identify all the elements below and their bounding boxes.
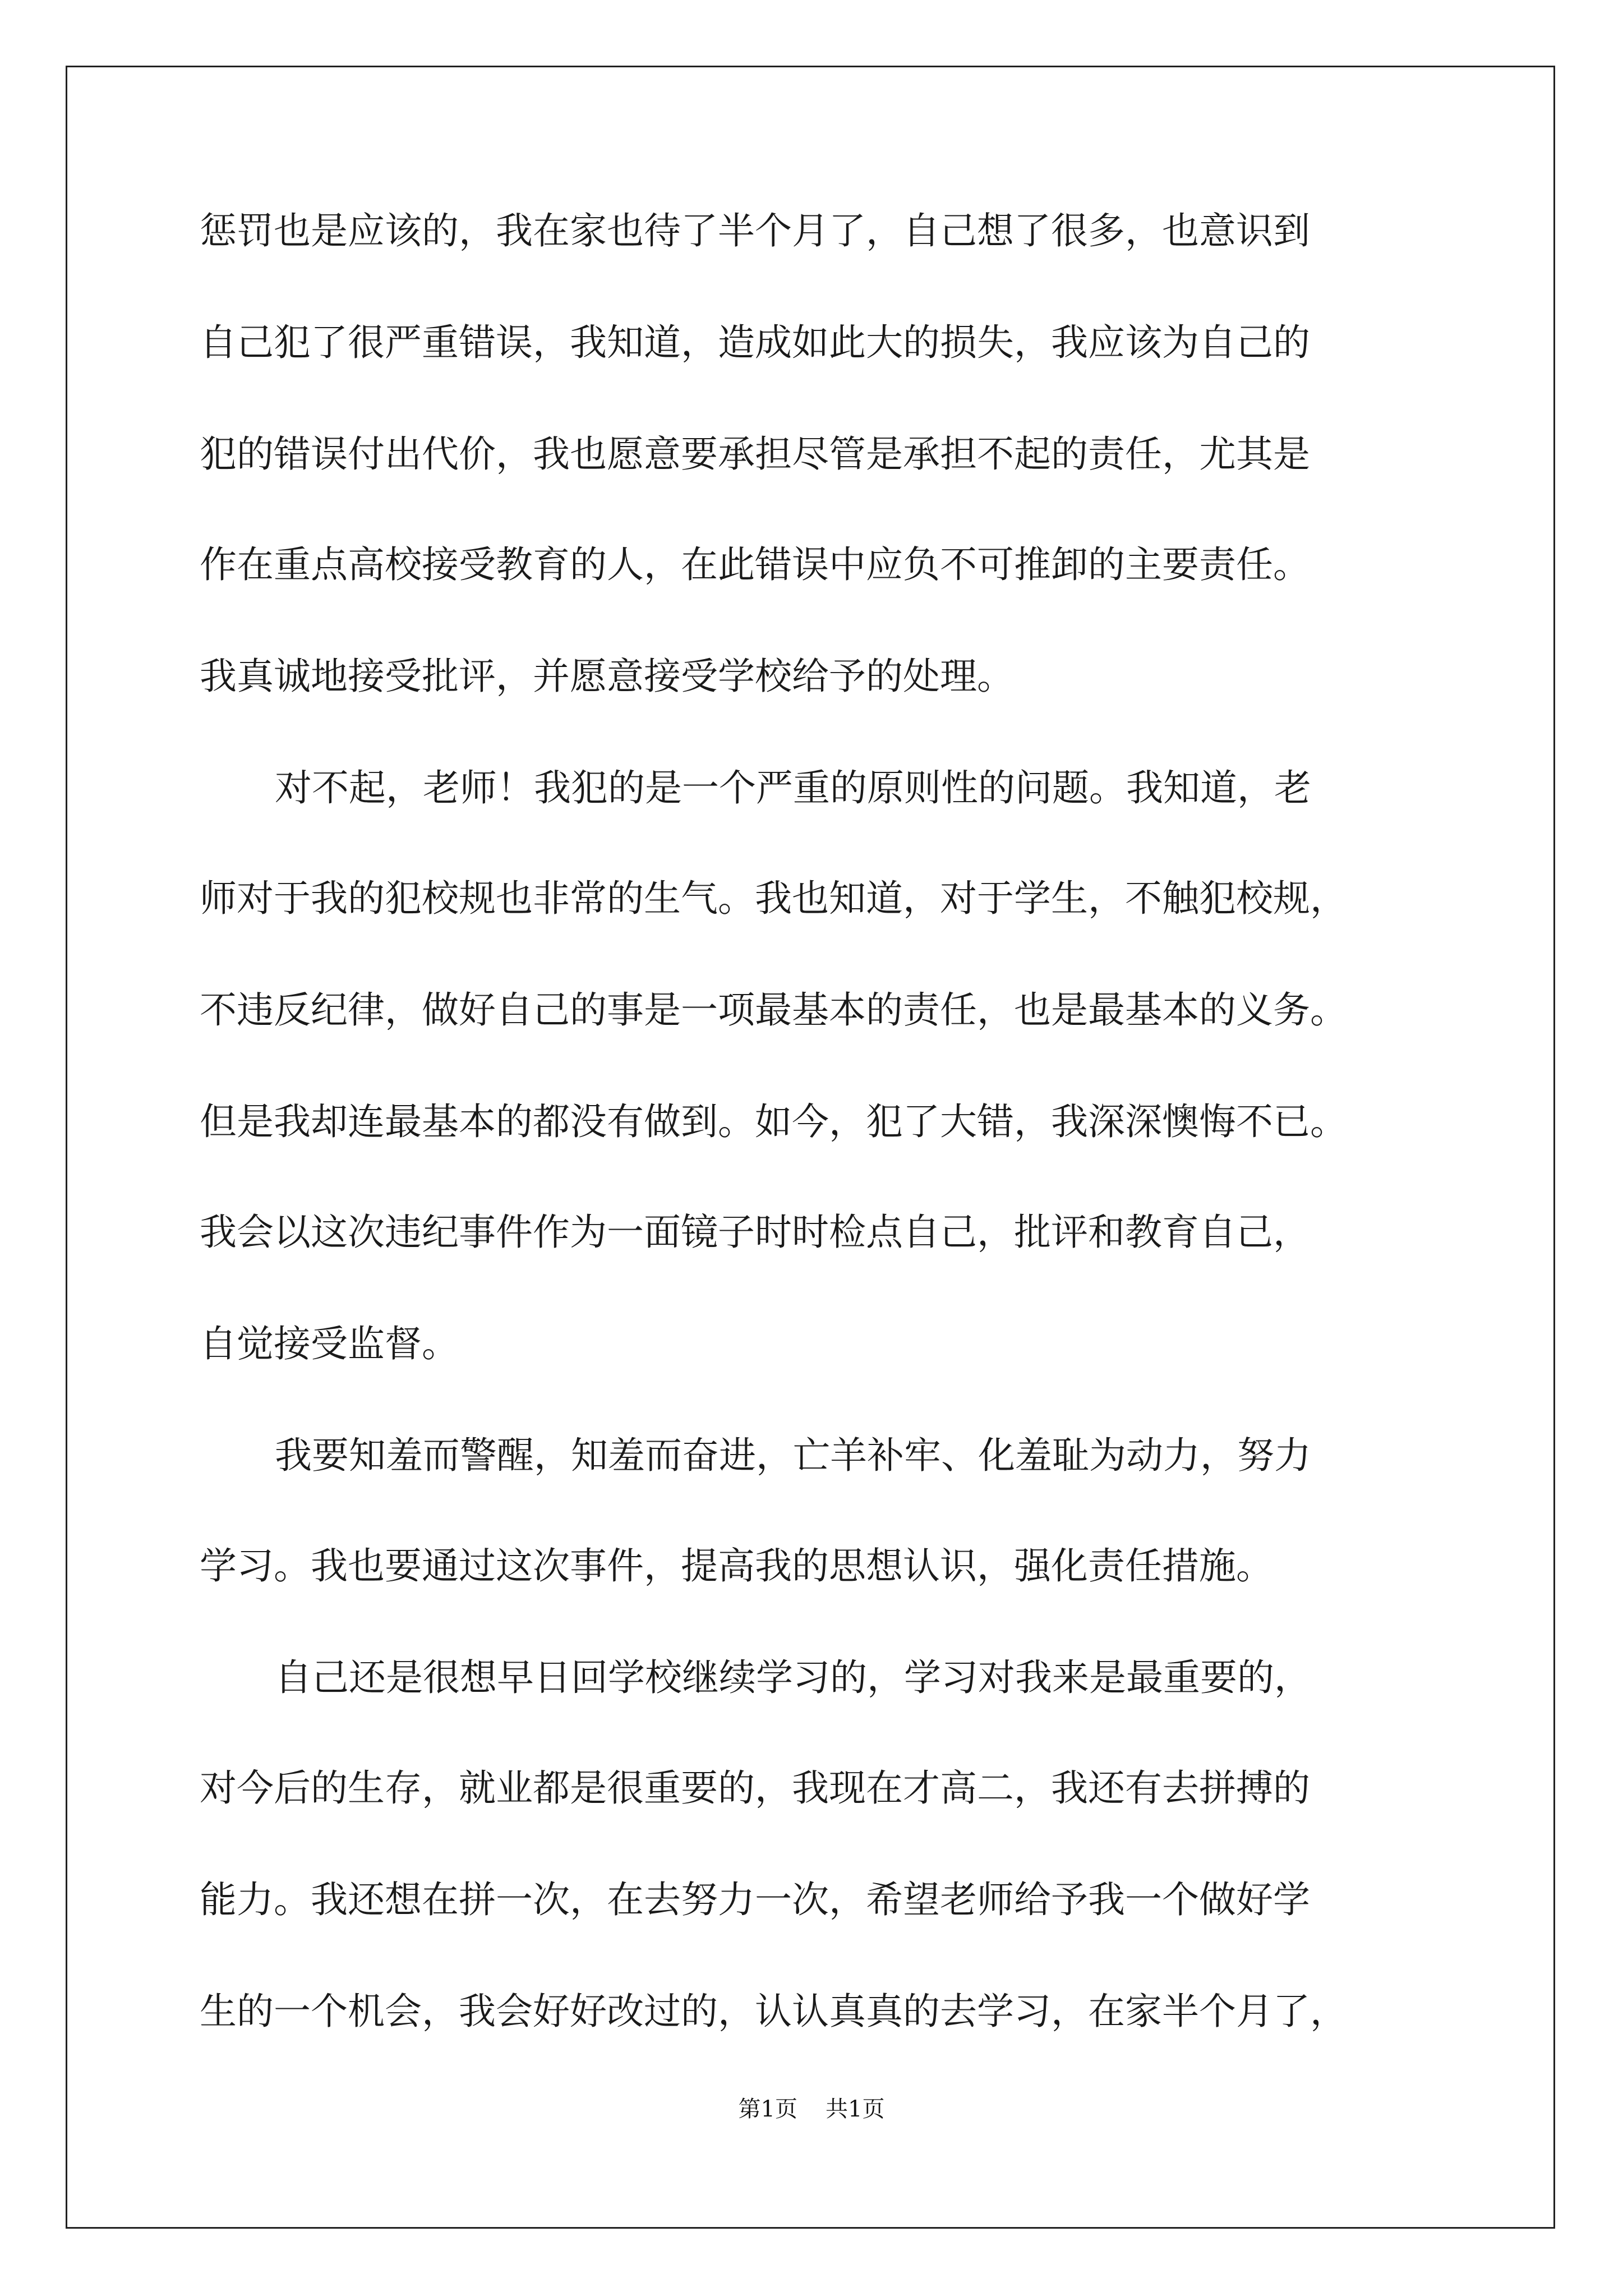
page-footer xyxy=(0,2096,1623,2123)
text-line: 对今后的生存，就业都是很重要的，我现在才高二，我还有去拼搏的 xyxy=(200,1766,1310,1810)
text-line: 师对于我的犯校规也非常的生气。我也知道，对于学生，不触犯校规， xyxy=(200,877,1347,920)
text-line: 不违反纪律，做好自己的事是一项最基本的责任，也是最基本的义务。 xyxy=(200,988,1347,1032)
paragraph-first-line: 对不起，老师！我犯的是一个严重的原则性的问题。我知道，老 xyxy=(275,766,1311,809)
text-line: 惩罚也是应该的，我在家也待了半个月了，自己想了很多，也意识到 xyxy=(200,209,1310,252)
text-line: 能力。我还想在拼一次，在去努力一次，希望老师给予我一个做好学 xyxy=(200,1878,1310,1921)
page-total: 共1页 xyxy=(826,2096,885,2122)
text-line: 自觉接受监督。 xyxy=(200,1322,459,1365)
paragraph-first-line: 我要知羞而警醒，知羞而奋进，亡羊补牢、化羞耻为动力，努力 xyxy=(275,1434,1311,1477)
text-line: 生的一个机会，我会好好改过的，认认真真的去学习，在家半个月了， xyxy=(200,1990,1347,2033)
text-line: 但是我却连最基本的都没有做到。如今，犯了大错，我深深懊悔不已。 xyxy=(200,1100,1347,1143)
text-line: 我真诚地接受批评，并愿意接受学校给予的处理。 xyxy=(200,655,1014,698)
text-line: 自己犯了很严重错误，我知道，造成如此大的损失，我应该为自己的 xyxy=(200,321,1310,364)
text-line: 作在重点高校接受教育的人，在此错误中应负不可推卸的主要责任。 xyxy=(200,543,1310,586)
page-number: 第1页 xyxy=(738,2096,797,2122)
text-line: 我会以这次违纪事件作为一面镜子时时检点自己，批评和教育自己， xyxy=(200,1211,1310,1254)
text-line: 学习。我也要通过这次事件，提高我的思想认识，强化责任措施。 xyxy=(200,1544,1273,1588)
paragraph-first-line: 自己还是很想早日回学校继续学习的，学习对我来是最重要的， xyxy=(275,1656,1311,1699)
text-line: 犯的错误付出代价，我也愿意要承担尽管是承担不起的责任，尤其是 xyxy=(200,432,1310,476)
